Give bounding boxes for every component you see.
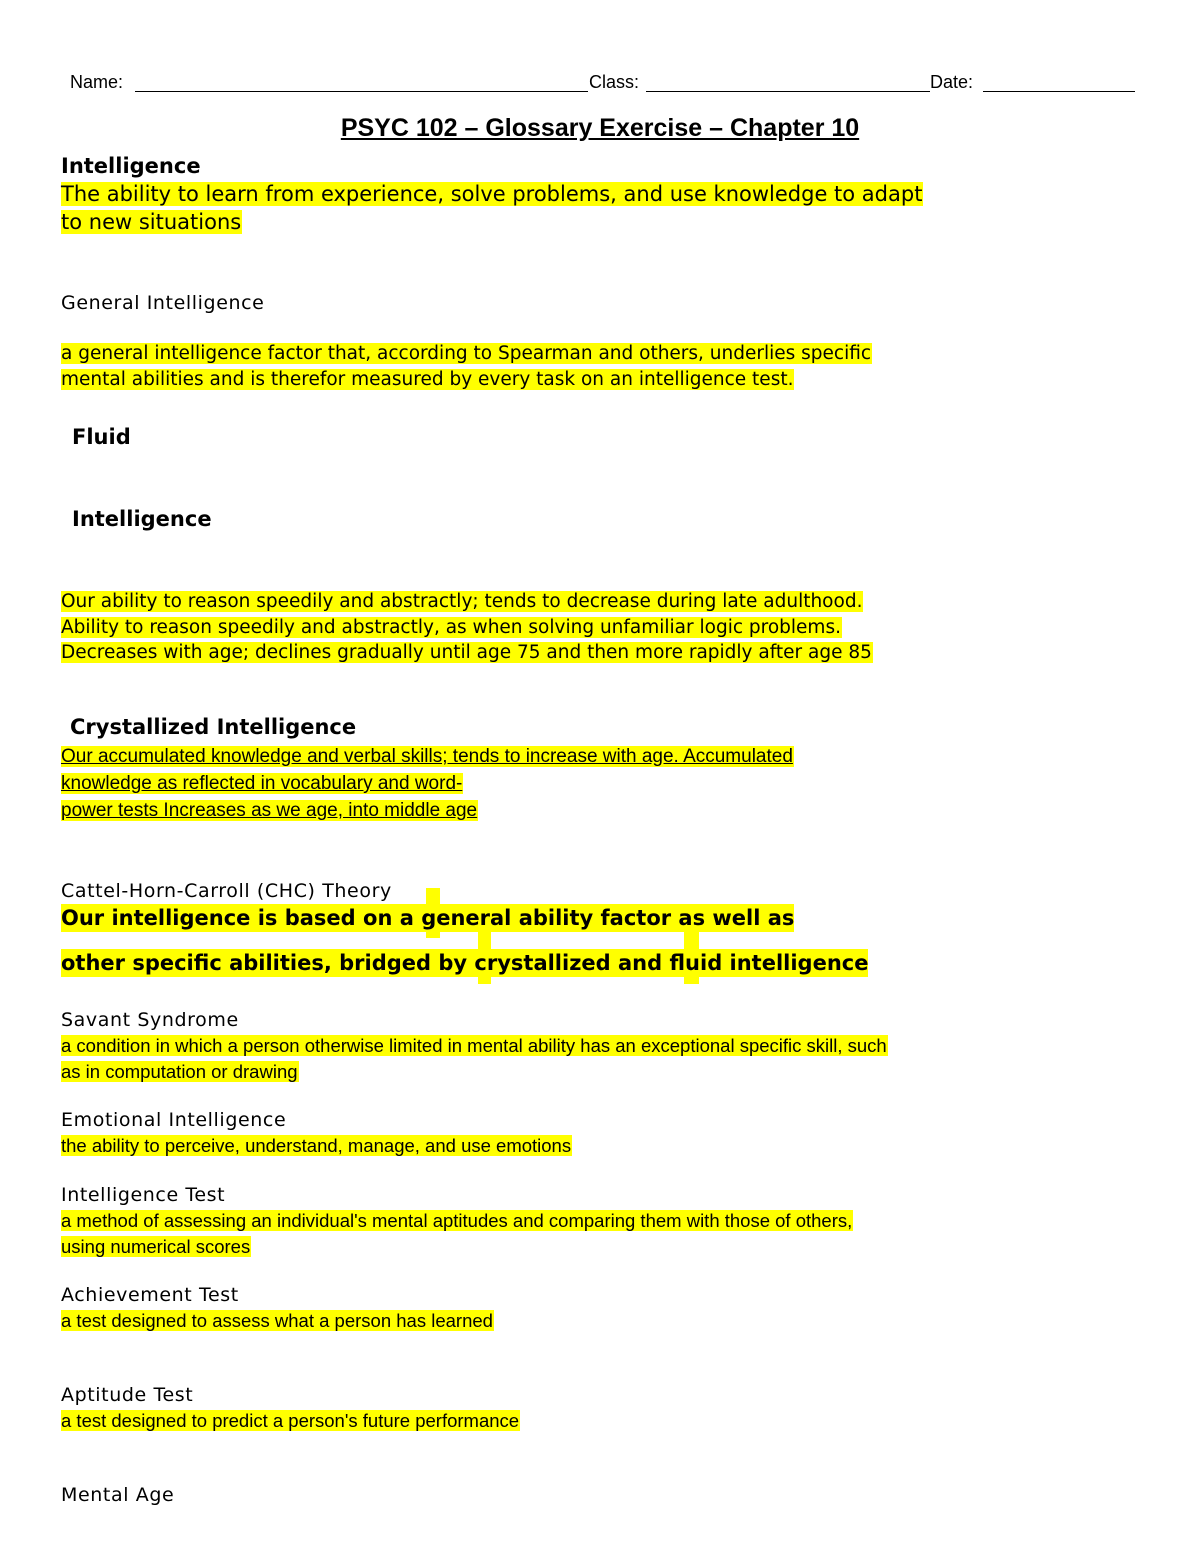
class-field-line[interactable] <box>646 91 930 92</box>
def-achievement-test <box>61 1308 494 1334</box>
term-fluid-intelligence: Intelligence <box>72 507 212 531</box>
def-line: as in computation or drawing <box>61 1060 298 1082</box>
term-intelligence-test: Intelligence Test <box>61 1184 226 1206</box>
def-emotional-intelligence <box>61 1133 572 1159</box>
def-line: a method of assessing an individual's mental aptitudes and comparing them with those of others, <box>61 1210 853 1231</box>
def-intelligence-test <box>61 1208 853 1259</box>
name-label: Name: <box>70 72 124 92</box>
term-general-intelligence: General Intelligence <box>61 292 265 314</box>
def-crystallized-intelligence <box>61 743 794 824</box>
term-fluid: Fluid <box>72 425 131 449</box>
def-line: Ability to reason speedily and abstractly, as when solving unfamiliar logic problems. <box>61 616 841 638</box>
def-line: power tests Increases as we age, into middle age <box>61 800 478 821</box>
def-line: other specific abilities, bridged by crystallized and fluid intelligence <box>61 951 869 975</box>
def-savant-syndrome <box>61 1033 888 1084</box>
page-title: PSYC 102 – Glossary Exercise – Chapter 10 <box>340 114 860 142</box>
def-chc-line-1 <box>61 904 794 932</box>
def-general-intelligence <box>61 341 872 392</box>
def-line: Our accumulated knowledge and verbal skills; tends to increase with age. Accumulated <box>61 746 793 767</box>
def-line: to new situations <box>61 210 242 234</box>
term-crystallized-intelligence: Crystallized Intelligence <box>70 715 357 739</box>
def-line: Our ability to reason speedily and abstractly; tends to decrease during late adulthood. <box>61 591 863 612</box>
term-achievement-test: Achievement Test <box>61 1284 239 1306</box>
def-chc-line-2 <box>61 949 868 977</box>
def-aptitude-test <box>61 1408 520 1434</box>
term-mental-age: Mental Age <box>61 1484 175 1506</box>
def-line: Our intelligence is based on a general ability factor as well as <box>61 906 795 930</box>
term-savant-syndrome: Savant Syndrome <box>61 1009 239 1031</box>
date-field-line[interactable] <box>983 91 1135 92</box>
name-field-line[interactable] <box>135 91 588 92</box>
term-chc-theory: Cattel-Horn-Carroll (CHC) Theory <box>61 880 392 902</box>
term-emotional-intelligence: Emotional Intelligence <box>61 1109 287 1131</box>
def-line: a test designed to predict a person's future performance <box>61 1410 520 1431</box>
class-label: Class: <box>589 72 640 92</box>
def-line: a test designed to assess what a person has learned <box>61 1310 493 1331</box>
def-line: mental abilities and is therefor measured by every task on an intelligence test. <box>61 368 794 390</box>
term-intelligence: Intelligence <box>61 154 201 178</box>
def-line: knowledge as reflected in vocabulary and word- <box>61 773 463 794</box>
term-aptitude-test: Aptitude Test <box>61 1384 194 1406</box>
def-line: Decreases with age; declines gradually until age 75 and then more rapidly after age 85 <box>61 642 872 663</box>
def-fluid-intelligence <box>61 589 873 666</box>
def-line: using numerical scores <box>61 1235 251 1257</box>
def-line: The ability to learn from experience, solve problems, and use knowledge to adapt <box>61 182 923 206</box>
date-label: Date: <box>930 72 974 92</box>
def-intelligence <box>61 180 923 236</box>
def-line: a condition in which a person otherwise limited in mental ability has an exceptional specific skill, such <box>61 1035 887 1056</box>
def-line: the ability to perceive, understand, manage, and use emotions <box>61 1135 572 1156</box>
def-line: a general intelligence factor that, according to Spearman and others, underlies specific <box>61 343 872 364</box>
